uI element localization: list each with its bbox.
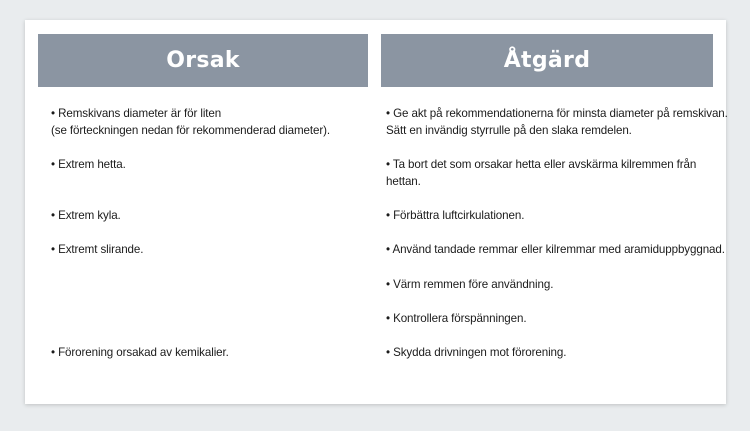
action-item xyxy=(386,344,566,361)
action-text: • Ge akt på rekommendationerna för minsta diameter på remskivan. xyxy=(386,107,728,120)
cause-text: (se förteckningen nedan för rekommenderad diameter). xyxy=(51,124,330,137)
header-action-label: Åtgärd xyxy=(503,48,591,73)
cause-text: • Remskivans diameter är för liten xyxy=(51,107,222,120)
action-item xyxy=(386,156,696,190)
header-action xyxy=(381,34,713,87)
action-item xyxy=(386,207,524,224)
action-text: • Förbättra luftcirkulationen. xyxy=(386,209,525,222)
header-cause-label: Orsak xyxy=(166,48,240,73)
cause-item xyxy=(51,105,330,139)
cause-text: • Extrem hetta. xyxy=(51,158,126,171)
action-text: • Skydda drivningen mot förorening. xyxy=(386,346,567,359)
cause-text: • Förorening orsakad av kemikalier. xyxy=(51,346,229,359)
action-item xyxy=(386,310,526,327)
action-text: • Använd tandade remmar eller kilremmar med aramiduppbyggnad. xyxy=(386,243,725,256)
action-text: hettan. xyxy=(386,175,421,188)
cause-item xyxy=(51,344,229,361)
action-text: • Värm remmen före användning. xyxy=(386,278,554,291)
action-item xyxy=(386,276,553,293)
action-item xyxy=(386,105,728,139)
cause-item xyxy=(51,241,143,258)
cause-item xyxy=(51,156,126,173)
cause-item xyxy=(51,207,121,224)
action-text: Sätt en invändig styrrulle på den slaka remdelen. xyxy=(386,124,632,137)
action-item xyxy=(386,241,725,258)
action-text: • Ta bort det som orsakar hetta eller avskärma kilremmen från xyxy=(386,158,697,171)
cause-text: • Extrem kyla. xyxy=(51,209,121,222)
action-text: • Kontrollera förspänningen. xyxy=(386,312,527,325)
header-cause xyxy=(38,34,368,87)
cause-text: • Extremt slirande. xyxy=(51,243,144,256)
